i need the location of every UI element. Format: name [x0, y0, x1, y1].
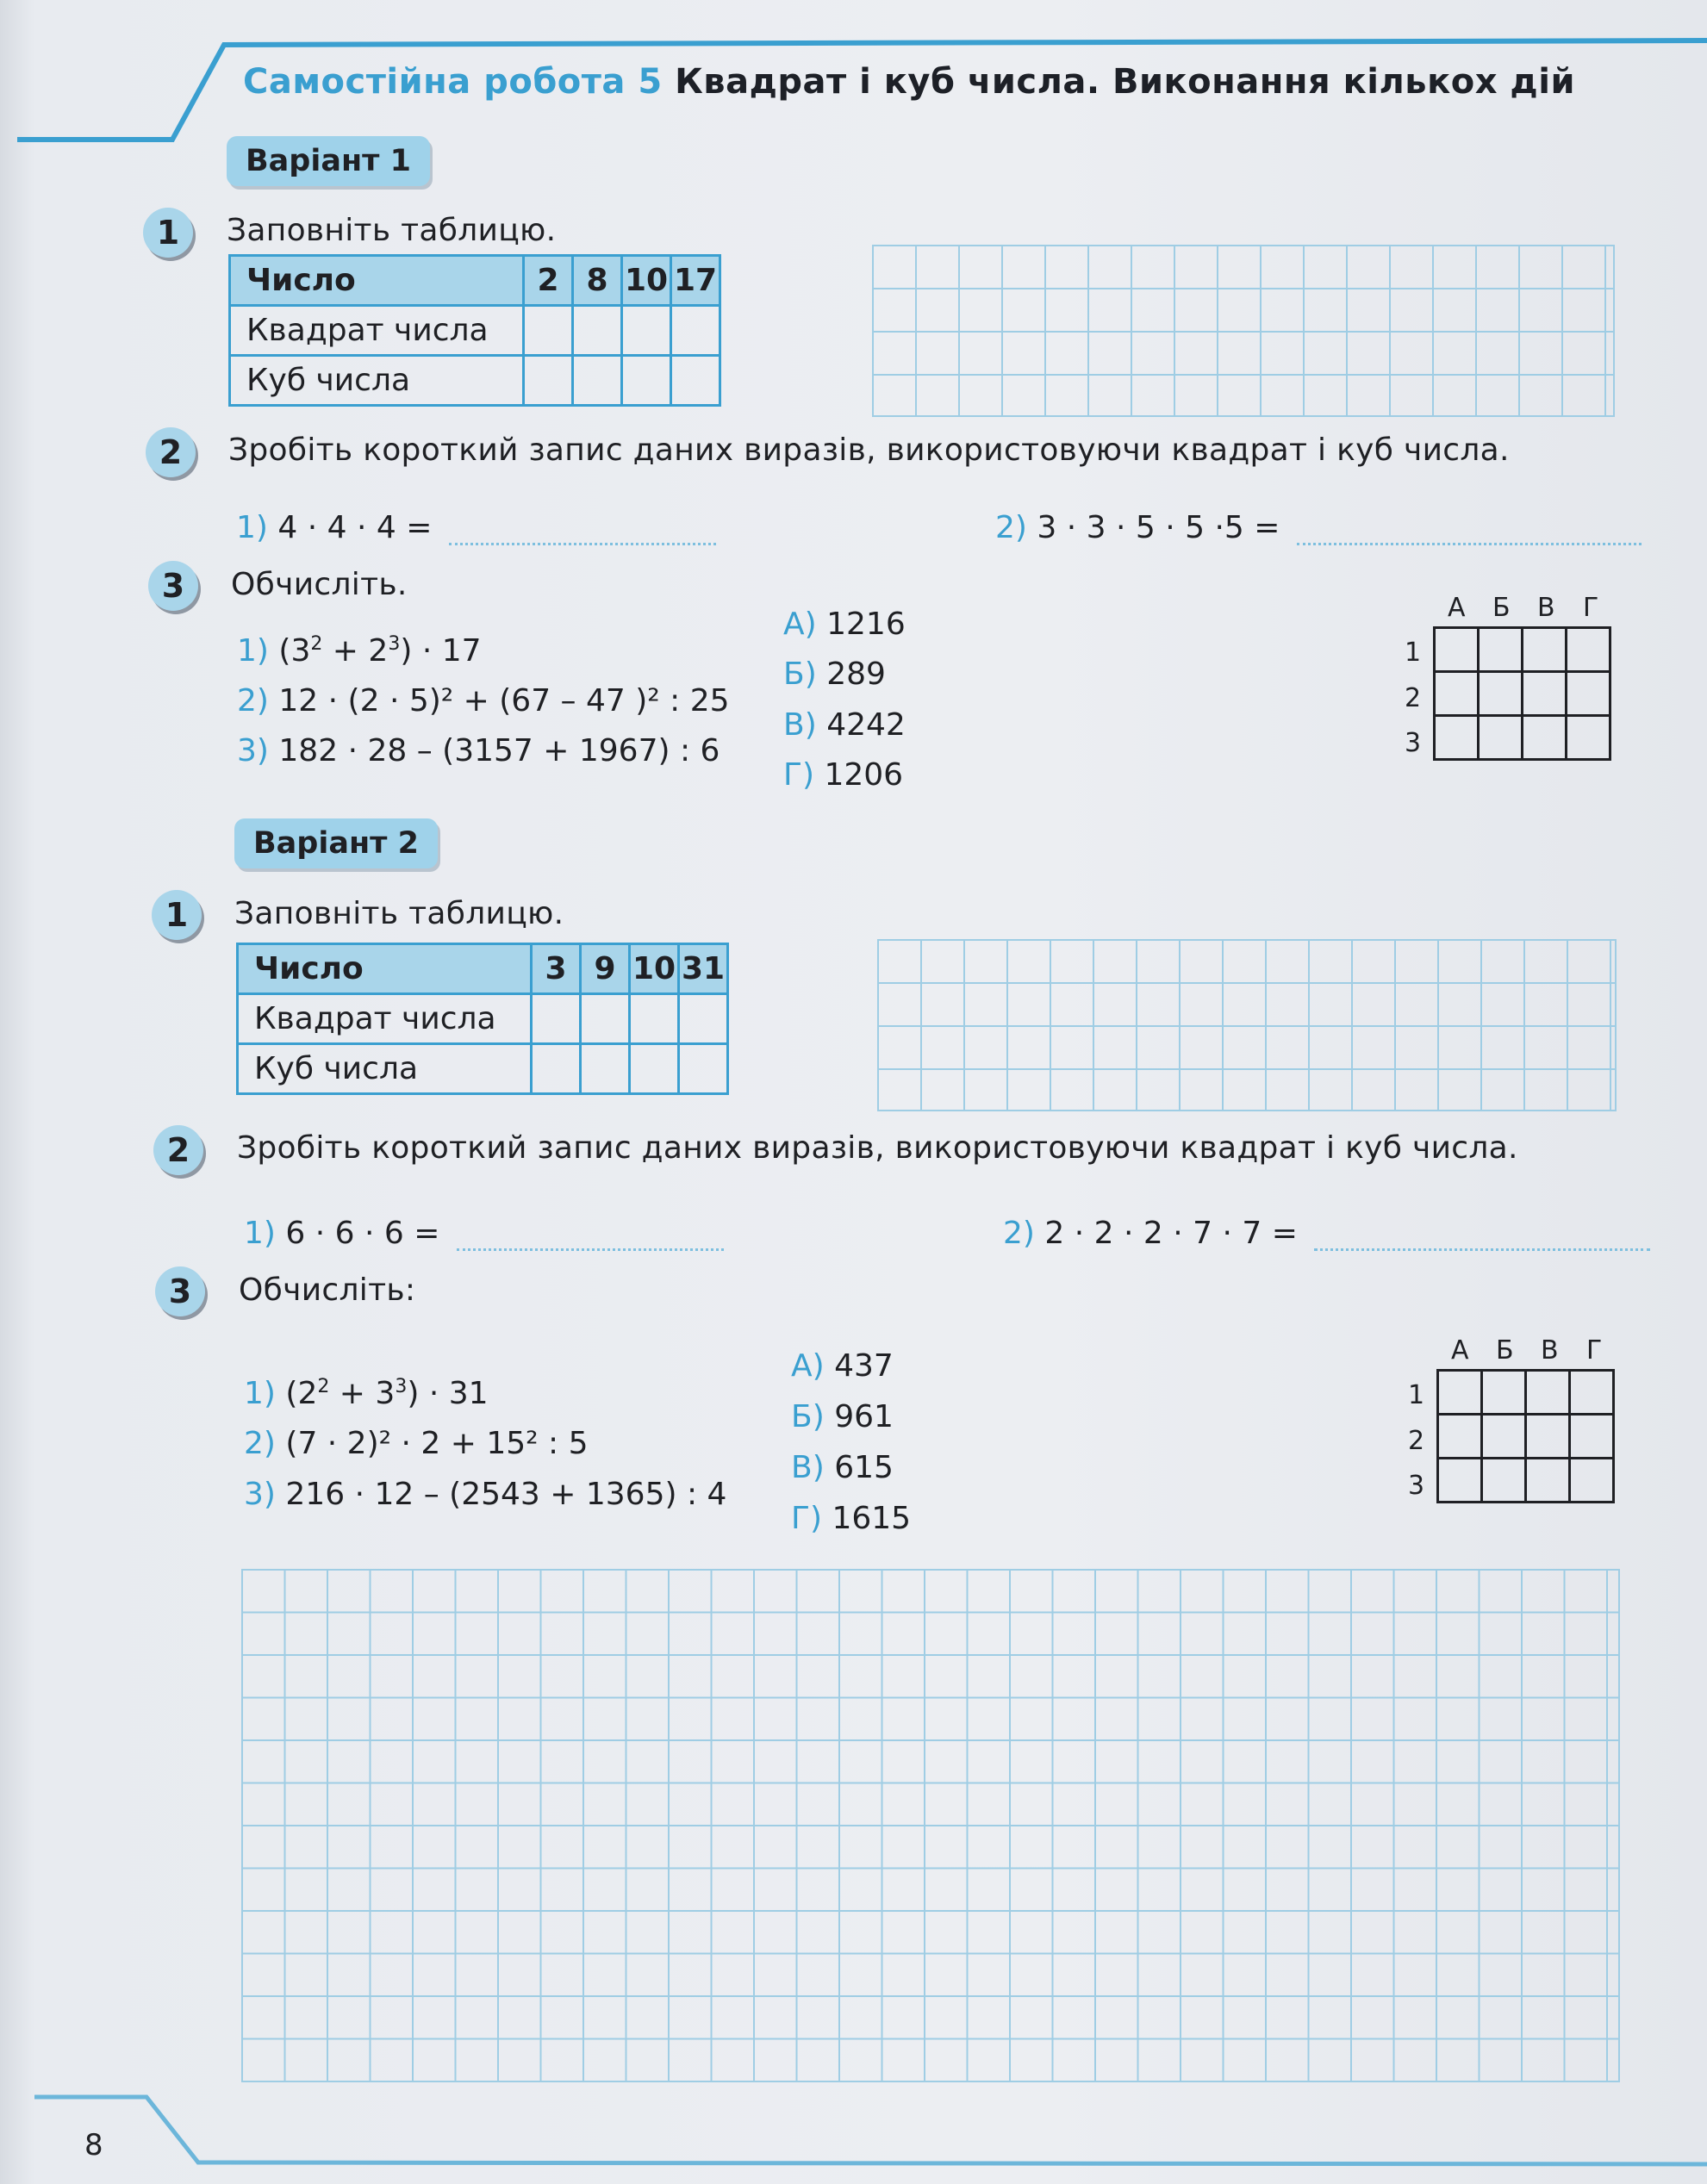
grid-row-label: 2 [1405, 683, 1422, 713]
answer-grid-cell[interactable] [1479, 672, 1523, 716]
table-number: 10 [622, 256, 671, 306]
answer-cell[interactable] [622, 306, 671, 356]
expression: 1) $(3^2 + 2^3) \cdot 17$ [237, 633, 482, 669]
answer-grid-cell[interactable] [1570, 1415, 1614, 1459]
task-number: 3 [155, 1266, 205, 1316]
grid-col-label: Г [1583, 593, 1599, 623]
answer-line[interactable] [1314, 1221, 1650, 1251]
task-number: 2 [153, 1125, 203, 1175]
variant-2-badge: Варіант 2 [234, 818, 438, 868]
answer-grid-cell[interactable] [1567, 672, 1610, 716]
answer-cell[interactable] [630, 994, 679, 1044]
answer-cell[interactable] [671, 356, 720, 406]
answer-grid [1433, 626, 1611, 761]
table-row-label: Квадрат числа [238, 994, 532, 1044]
work-grid[interactable] [872, 245, 1615, 417]
grid-row-label: 3 [1408, 1471, 1425, 1501]
task-text: Обчисліть: [239, 1272, 416, 1308]
answer-cell[interactable] [573, 356, 622, 406]
answer-grid-cell[interactable] [1567, 628, 1610, 672]
table-row-label: Куб числа [238, 1044, 532, 1094]
answer-grid-cell[interactable] [1523, 628, 1567, 672]
answer-grid-cell[interactable] [1438, 1371, 1482, 1415]
grid-row-label: 1 [1405, 638, 1422, 668]
grid-row-label: 3 [1405, 728, 1422, 758]
task-number: 3 [148, 561, 198, 611]
task-text: Зробіть короткий запис даних виразів, використовуючи квадрат і куб числа. [228, 432, 1510, 468]
answer-option: А) 1216 [783, 607, 906, 642]
answer-cell[interactable] [532, 1044, 581, 1094]
answer-cell[interactable] [679, 1044, 728, 1094]
answer-grid-cell[interactable] [1438, 1415, 1482, 1459]
task-text: Заповніть таблицю. [227, 213, 557, 248]
work-grid[interactable] [877, 939, 1617, 1111]
grid-col-label: А [1451, 1335, 1469, 1366]
grid-col-label: А [1448, 593, 1466, 623]
grid-row-label: 1 [1408, 1380, 1425, 1410]
task-number: 2 [146, 427, 196, 477]
answer-grid-cell[interactable] [1526, 1459, 1570, 1503]
task-number: 1 [152, 890, 202, 940]
table-head-cell: Число [238, 944, 532, 994]
expression: 2) (7 · 2)² · 2 + 15² : 5 [244, 1426, 589, 1461]
table-row-label: Куб числа [230, 356, 524, 406]
table-number: 10 [630, 944, 679, 994]
answer-grid-cell[interactable] [1482, 1371, 1526, 1415]
variant-1-badge: Варіант 1 [227, 136, 430, 186]
large-work-grid[interactable] [241, 1569, 1620, 2082]
answer-grid-cell[interactable] [1435, 716, 1479, 760]
page-number: 8 [84, 2128, 103, 2162]
answer-option: Г) 1615 [791, 1501, 912, 1536]
answer-option: Б) 961 [791, 1399, 894, 1434]
answer-cell[interactable] [671, 306, 720, 356]
answer-line[interactable] [1297, 515, 1642, 545]
square-cube-table [236, 943, 729, 1095]
short-notation-item: 2) 2 · 2 · 2 · 7 · 7 = [1003, 1216, 1650, 1251]
expression: 2) 12 · (2 · 5)² + (67 – 47 )² : 25 [237, 683, 730, 719]
work-label: Самостійна робота 5 [243, 62, 663, 102]
table-number: 3 [532, 944, 581, 994]
grid-col-label: Г [1586, 1335, 1603, 1366]
task-text: Заповніть таблицю. [234, 896, 564, 931]
expression: 3) 182 · 28 – (3157 + 1967) : 6 [237, 733, 720, 768]
answer-grid-cell[interactable] [1567, 716, 1610, 760]
answer-cell[interactable] [524, 306, 573, 356]
table-number: 17 [671, 256, 720, 306]
page-title [243, 62, 1575, 102]
topic-title: Квадрат і куб числа. Виконання кількох дій [675, 62, 1575, 102]
answer-grid-cell[interactable] [1435, 628, 1479, 672]
square-cube-table [228, 254, 721, 407]
answer-line[interactable] [457, 1221, 724, 1251]
short-notation-item: 1) 4 · 4 · 4 = [236, 510, 716, 545]
answer-grid-cell[interactable] [1570, 1371, 1614, 1415]
answer-grid [1436, 1369, 1615, 1503]
table-number: 9 [581, 944, 630, 994]
answer-grid-cell[interactable] [1526, 1415, 1570, 1459]
answer-cell[interactable] [679, 994, 728, 1044]
answer-grid-cell[interactable] [1482, 1459, 1526, 1503]
table-number: 2 [524, 256, 573, 306]
grid-col-label: В [1537, 593, 1555, 623]
table-number: 8 [573, 256, 622, 306]
short-notation-item: 2) 3 · 3 · 5 · 5 ·5 = [995, 510, 1642, 545]
answer-option: Б) 289 [783, 656, 886, 692]
short-notation-item: 1) 6 · 6 · 6 = [244, 1216, 724, 1251]
task-text: Зробіть короткий запис даних виразів, використовуючи квадрат і куб числа. [237, 1130, 1518, 1166]
task-number: 1 [143, 208, 193, 258]
table-row-label: Квадрат числа [230, 306, 524, 356]
answer-grid-cell[interactable] [1526, 1371, 1570, 1415]
grid-col-label: Б [1496, 1335, 1514, 1366]
answer-cell[interactable] [622, 356, 671, 406]
answer-option: А) 437 [791, 1348, 894, 1384]
expression: 3) 216 · 12 – (2543 + 1365) : 4 [244, 1477, 727, 1512]
table-number: 31 [679, 944, 728, 994]
answer-option: Г) 1206 [783, 757, 904, 793]
answer-grid-cell[interactable] [1570, 1459, 1614, 1503]
answer-cell[interactable] [581, 1044, 630, 1094]
answer-grid-cell[interactable] [1479, 628, 1523, 672]
expression: 1) $(2^2 + 3^3) \cdot 31$ [244, 1376, 489, 1411]
answer-option: В) 4242 [783, 707, 906, 743]
answer-grid-cell[interactable] [1482, 1415, 1526, 1459]
table-head-cell: Число [230, 256, 524, 306]
answer-cell[interactable] [532, 994, 581, 1044]
answer-cell[interactable] [524, 356, 573, 406]
answer-line[interactable] [449, 515, 716, 545]
answer-cell[interactable] [573, 306, 622, 356]
grid-row-label: 2 [1408, 1426, 1425, 1456]
answer-grid-cell[interactable] [1438, 1459, 1482, 1503]
answer-grid-cell[interactable] [1435, 672, 1479, 716]
grid-col-label: Б [1492, 593, 1511, 623]
answer-cell[interactable] [581, 994, 630, 1044]
answer-grid-cell[interactable] [1523, 716, 1567, 760]
answer-grid-cell[interactable] [1523, 672, 1567, 716]
grid-col-label: В [1541, 1335, 1559, 1366]
answer-option: В) 615 [791, 1450, 894, 1485]
footer-decoration [0, 2085, 1707, 2184]
answer-cell[interactable] [630, 1044, 679, 1094]
task-text: Обчисліть. [231, 567, 408, 602]
answer-grid-cell[interactable] [1479, 716, 1523, 760]
